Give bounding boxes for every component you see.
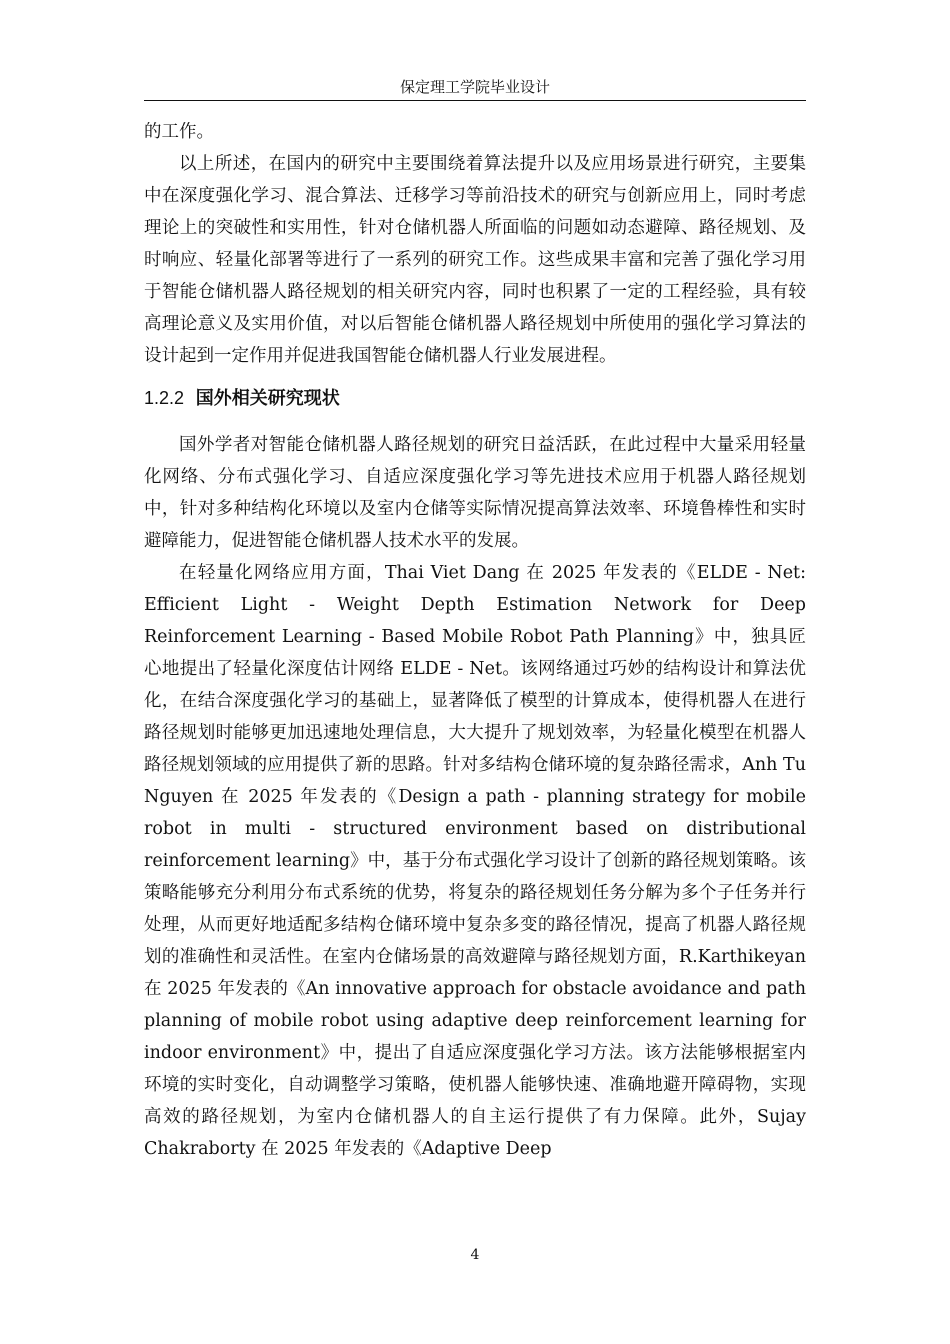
page-footer [0, 1245, 950, 1265]
paragraph-continuation: 的工作。 [144, 122, 214, 142]
section-title: 国外相关研究现状 [195, 388, 340, 409]
paragraph-summary: 以上所述，在国内的研究中主要围绕着算法提升以及应用场景进行研究，主要集中在深度强化学习、混合算法、迁移学习等前沿技术的研究与创新应用上，同时考虑理论上的突破性和实用性，针对仓储机器人所面临的问题如动态避障、路径规划、及时响应、轻量化部署等进行了一系列的研究工作。这些成果丰富和完善了强化学习用于智能仓储机器人路径规划的相关研究内容，同时也积累了一定的工程经验，具有较高理论意义及实用价值，对以后智能仓储机器人路径规划中所使用的强化学习算法的设计起到一定作用并促进我国智能仓储机器人行业发展进程。 [144, 154, 806, 366]
page-body [144, 116, 806, 1165]
header-title: 保定理工学院毕业设计 [399, 78, 550, 96]
paragraph-overview: 国外学者对智能仓储机器人路径规划的研究日益活跃，在此过程中大量采用轻量化网络、分布式强化学习、自适应深度强化学习等先进技术应用于机器人路径规划中，针对多种结构化环境以及室内仓储等实际情况提高算法效率、环境鲁棒性和实时避障能力，促进智能仓储机器人技术水平的发展。 [144, 435, 806, 551]
section-number: 1.2.2 [144, 388, 185, 408]
section-heading [144, 382, 806, 415]
page-number: 4 [470, 1247, 480, 1263]
page-header [144, 76, 806, 101]
paragraph-literature-review: 在轻量化网络应用方面，Thai Viet Dang 在 2025 年发表的《ELDE - Net: Efficient Light - Weight Depth Estimation Network for Deep Reinforcement Learning - Based Mobile Robot Path Planning》中，独具匠心地提出了轻量化深度估计网络 ELDE - Net。该网络通过巧妙的结构设计和算法优化，在结合深度强化学习的基础上，显著降低了模型的计算成本，使得机器人在进行路径规划时能够更加迅速地处理信息，大大提升了规划效率，为轻量化模型在机器人路径规划领域的应用提供了新的思路。针对多结构仓储环境的复杂路径需求，Anh Tu Nguyen 在 2025 年发表的《Design a path - planning strategy for mobile robot in multi - structured environment based on distributional reinforcement learning》中，基于分布式强化学习设计了创新的路径规划策略。该策略能够充分利用分布式系统的优势，将复杂的路径规划任务分解为多个子任务并行处理，从而更好地适配多结构仓储环境中复杂多变的路径情况，提高了机器人路径规划的准确性和灵活性。在室内仓储场景的高效避障与路径规划方面，R.Karthikeyan 在 2025 年发表的《An innovative approach for obstacle avoidance and path planning of mobile robot using adaptive deep reinforcement learning for indoor environment》中，提出了自适应深度强化学习方法。该方法能够根据室内环境的实时变化，自动调整学习策略，使机器人能够快速、准确地避开障碍物，实现高效的路径规划，为室内仓储机器人的自主运行提供了有力保障。此外，Sujay Chakraborty 在 2025 年发表的《Adaptive Deep [144, 563, 806, 1159]
